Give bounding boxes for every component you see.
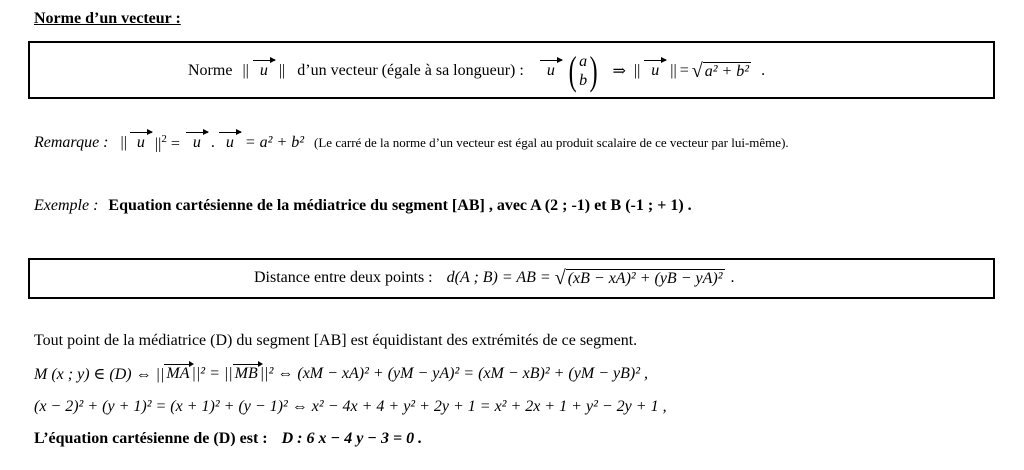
vector-u-coords: u <box>540 62 562 80</box>
remarque-note: (Le carré de la norme d’un vecteur est égal au produit scalaire de ce vecteur par lui-même). <box>314 135 789 151</box>
distance-formula <box>254 264 735 292</box>
distance-sqrt: √ (xB − xA)² + (yB − yA)² <box>554 266 723 289</box>
implies-symbol: ⇒ <box>612 63 626 80</box>
text-line-1: Tout point de la médiatrice (D) du segment [AB] est équidistant des extrémités de ce segment. <box>34 332 638 349</box>
sqrt-expression: √ a² + b² <box>691 59 750 82</box>
remarque-line: Remarque : || u $||^2$ = u . u = a² + b² (Le carré de la norme d’un vecteur est égal au produit scalaire de ce vecteur par lui-même). <box>34 133 789 153</box>
distance-radicand: (xB − xA)² + (yB − yA)² <box>567 269 723 287</box>
distance-lhs: d(A ; B) = AB = <box>446 269 551 286</box>
text-line-2 <box>34 364 648 384</box>
distance-period: . <box>730 269 735 286</box>
vector-mb: MB <box>234 365 258 382</box>
section-title: Norme d’un vecteur : <box>34 10 181 27</box>
norme-radicand: a² + b² <box>704 62 750 80</box>
vector-u: u <box>253 62 275 80</box>
result-label: L’équation cartésienne de (D) est : <box>34 430 268 447</box>
line2-rhs: ||² ⇔ (xM − xA)² + (yM − yA)² = (xM − xB)² + (yM − yB)² , <box>259 365 648 382</box>
vector-u-norm: u <box>644 62 666 80</box>
exemple-line <box>34 197 692 215</box>
norme-label: Norme <box>188 62 233 79</box>
result-equation: D : 6 x − 4 y − 3 = 0 . <box>281 430 423 447</box>
distance-label: Distance entre deux points : <box>254 269 433 286</box>
exemple-text: Equation cartésienne de la médiatrice du segment [AB] , avec A (2 ; -1) et B (-1 ; + 1) . <box>108 197 692 214</box>
period: . <box>761 62 766 79</box>
exemple-label: Exemple : <box>34 197 99 214</box>
column-vector: ( a b ) <box>568 48 598 93</box>
line2-lhs: M (x ; y) ∈ (D) ⇔ || <box>34 366 165 383</box>
text-line-3: (x − 2)² + (y + 1)² = (x + 1)² + (y − 1)² ⇔ x² − 4x + 4 + y² + 2y + 1 = x² + 2x + 1 + y² − 2y + 1 , <box>34 398 667 415</box>
remarque-formula-tail: = a² + b² <box>244 134 305 152</box>
vector-ma: MA <box>166 365 190 382</box>
equals-sign: = <box>679 62 689 79</box>
coord-b: b <box>579 72 588 89</box>
norme-description: d’un vecteur (égale à sa longueur) : <box>297 62 524 79</box>
coord-a: a <box>579 53 588 70</box>
norme-definition: Norme || u || d’un vecteur (égale à sa longueur) : u ( a b ) ⇒ || u || = √ a² + b² . <box>188 48 766 93</box>
result-line <box>34 430 422 448</box>
line2-mid: ||² = || <box>191 365 233 382</box>
remarque-label: Remarque : <box>34 134 109 152</box>
